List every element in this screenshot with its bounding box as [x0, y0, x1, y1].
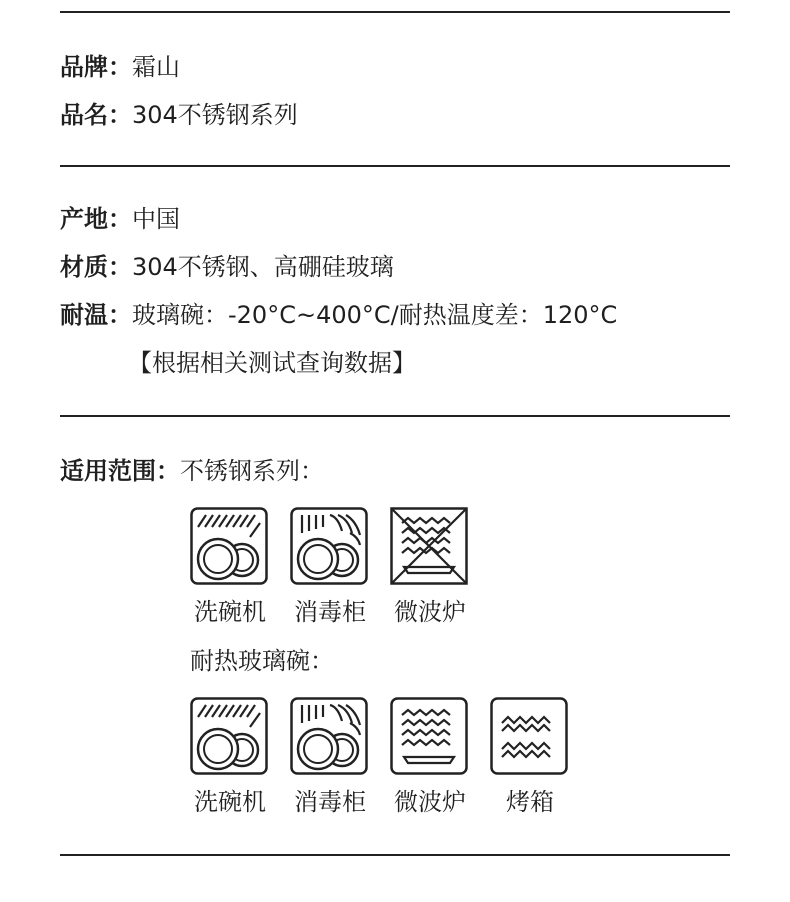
- product-name-row: [60, 100, 298, 130]
- caption-dishwasher: 洗碗机: [194, 598, 266, 626]
- caption-sterilizer: 消毒柜: [294, 788, 366, 816]
- brand-label: 品牌：: [60, 53, 132, 81]
- product-name-value: 304不锈钢系列: [132, 101, 298, 129]
- divider: [60, 165, 730, 167]
- brand-row: [60, 52, 180, 82]
- origin-value: 中国: [132, 205, 180, 233]
- brand-value: 霜山: [132, 53, 180, 81]
- microwave-prohibited-icon: [390, 507, 468, 585]
- caption-dishwasher: 洗碗机: [194, 788, 266, 816]
- caption-microwave: 微波炉: [394, 788, 466, 816]
- oven-icon: [490, 697, 568, 775]
- glass-bowl-heading: 耐热玻璃碗：: [190, 647, 334, 675]
- material-label: 材质：: [60, 253, 132, 281]
- material-row: [60, 252, 394, 282]
- origin-row: [60, 204, 180, 234]
- origin-label: 产地：: [60, 205, 132, 233]
- product-name-label: 品名：: [60, 101, 132, 129]
- divider: [60, 415, 730, 417]
- usage-label: 适用范围：: [60, 457, 180, 485]
- steel-series-heading: 不锈钢系列：: [180, 457, 324, 485]
- caption-microwave: 微波炉: [394, 598, 466, 626]
- divider: [60, 11, 730, 13]
- divider: [60, 854, 730, 856]
- temperature-row: [60, 300, 617, 330]
- material-value: 304不锈钢、高硼硅玻璃: [132, 253, 394, 281]
- dishwasher-icon: [190, 507, 268, 585]
- sterilizer-icon: [290, 697, 368, 775]
- dishwasher-icon: [190, 697, 268, 775]
- temperature-value: 玻璃碗：-20°C~400°C/耐热温度差：120°C: [132, 301, 618, 329]
- caption-oven: 烤箱: [506, 788, 554, 816]
- temperature-label: 耐温：: [60, 301, 132, 329]
- sterilizer-icon: [290, 507, 368, 585]
- usage-row: [60, 456, 324, 486]
- temperature-note: 【根据相关测试查询数据】: [128, 349, 416, 377]
- caption-sterilizer: 消毒柜: [294, 598, 366, 626]
- microwave-icon: [390, 697, 468, 775]
